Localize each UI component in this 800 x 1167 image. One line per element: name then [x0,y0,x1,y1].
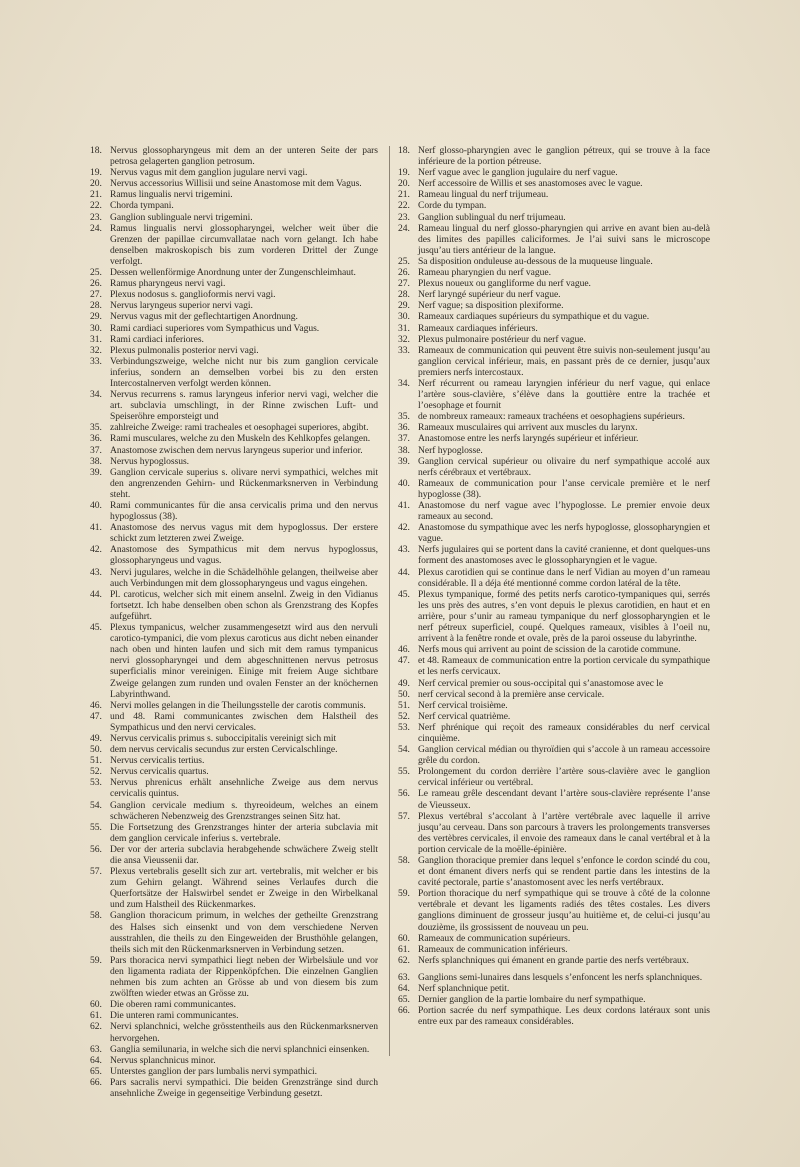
legend-entry [398,256,710,267]
legend-entry-text: Nervus laryngeus superior nervi vagi. [110,300,253,312]
legend-entry-number: 19. [398,167,410,179]
legend-entry-text: Unterstes ganglion der pars lumbalis nervi sympathici. [110,1065,317,1077]
legend-entry-number: 37. [90,444,102,456]
legend-entry-number: 28. [398,289,410,301]
legend-entry-number: 61. [398,943,410,955]
legend-entry [90,467,378,500]
legend-entry [90,1077,378,1099]
legend-entry [90,844,378,866]
legend-entry-text: Nerf laryngé supérieur du nerf vague. [418,289,561,301]
legend-entry-number: 56. [90,843,102,855]
legend-entry-text: Anastomose des nervus vagus mit dem hypoglossus. Der erstere schickt zum letzteren zwei Zweige. [110,522,378,545]
legend-entry-number: 32. [90,344,102,356]
legend-entry-text: dem nervus cervicalis secundus zur ersten Cervicalschlinge. [110,744,338,756]
legend-entry-text: Ganglia semilunaria, in welche sich die nervi splanchnici einsenken. [110,1043,370,1055]
legend-entry-text: Portion thoracique du nerf sympathique qui se trouve à côté de la colonne vertébrale et devant les ligaments radiés des têtes costales. Les divers ganglions diminuent de grosseur jusqu’au huitième et, de celui-ci jusqu’au douzième, ils grossissent de nouveau un peu. [418,888,710,933]
legend-entry [90,567,378,589]
legend-entry-text: Die oberen rami communicantes. [110,999,236,1011]
legend-entry [398,644,710,655]
legend-entry-number: 46. [398,644,410,656]
legend-entry-number: 55. [398,766,410,778]
legend-entry-text: de nombreux rameaux: rameaux trachéens et oesophagiens supérieurs. [418,411,685,423]
legend-entry-number: 40. [398,477,410,489]
legend-entry [398,972,710,983]
legend-entry [90,167,378,178]
legend-entry-number: 26. [398,267,410,279]
legend-entry [398,378,710,411]
legend-entry [398,334,710,345]
legend-entry-text: Nerf phrénique qui reçoit des rameaux considérables du nerf cervical cinquième. [418,721,710,744]
legend-entry-number: 18. [90,145,102,156]
legend-entry-text: Plexus nodosus s. ganglioformis nervi vagi. [110,289,276,301]
legend-entry [398,145,710,167]
legend-entry-text: Anastomose du sympathique avec les nerfs hypoglosse, glossopharyngien et vague. [418,522,710,545]
legend-entry-number: 59. [90,954,102,966]
legend-entry-number: 35. [398,411,410,423]
legend-entry-number: 58. [90,910,102,922]
legend-entry-number: 51. [90,755,102,767]
legend-entry-text: Anastomose zwischen dem nervus laryngeus superior und inferior. [110,444,363,456]
legend-entry [90,744,378,755]
legend-entry-text: Dernier ganglion de la partie lombaire du nerf sympathique. [418,994,646,1006]
legend-entry [398,655,710,677]
legend-entry-text: Nerf cervical troisième. [418,699,508,711]
legend-entry [398,223,710,256]
legend-entry-text: Nerfs jugulaires qui se portent dans la cavité cranienne, et dont quelques-uns forment des anastomoses avec le glossopharyngien et le vague. [418,544,710,567]
legend-entry-number: 54. [90,799,102,811]
legend-entry-number: 53. [90,777,102,789]
legend-entry-number: 66. [398,1005,410,1017]
legend-entry-number: 32. [398,333,410,345]
legend-entry [90,323,378,334]
legend-entry-text: Plexus vertébral s’accolant à l’artère vertébrale avec laquelle il arrive jusqu’au cerveau. Dans son parcours à travers les prolongements transverses des vertèbres cervicales, il envoie des rameaux dans le canal vertébral et à la portion cervicale de la moëlle-épinière. [418,810,710,855]
legend-entry-number: 64. [398,983,410,995]
legend-entry-number: 50. [90,744,102,756]
legend-entry-number: 45. [90,622,102,634]
legend-entry-text: Ganglion cervicale medium s. thyreoideum, welches an einem schwächeren Nebenzweig des Grenzstranges seinen Sitz hat. [110,799,378,822]
legend-entry-number: 58. [398,855,410,866]
legend-entry [90,1055,378,1066]
legend-entry-text: Plexus noueux ou gangliforme du nerf vague. [418,278,591,290]
legend-entry [398,944,710,955]
legend-entry-number: 29. [398,300,410,312]
legend-entry-text: Rami cardiaci inferiores. [110,333,204,345]
legend-entry-number: 57. [90,866,102,878]
legend-entry-text: Der vor der arteria subclavia herabgehende schwächere Zweig stellt die ansa Vieussenii dar. [110,843,378,866]
legend-entry-text: Nerf accessoire de Willis et ses anastomoses avec le vague. [418,178,643,190]
legend-entry-number: 23. [90,211,102,223]
legend-entry-text: Rameau lingual du nerf trijumeau. [418,189,549,201]
legend-entry [90,334,378,345]
legend-entry [90,500,378,522]
legend-entry-text: Sa disposition onduleuse au-dessous de la muqueuse linguale. [418,255,653,267]
legend-entry [90,766,378,777]
legend-entry-text: Chorda tympani. [110,200,174,212]
legend-entry [398,678,710,689]
legend-entry [90,422,378,433]
legend-entry-number: 19. [90,167,102,179]
legend-entry-number: 30. [398,311,410,323]
legend-entry-text: Nerf vague avec le ganglion jugulaire du nerf vague. [418,167,618,179]
legend-entry-number: 39. [398,455,410,467]
legend-entry-number: 25. [398,255,410,267]
legend-entry-number: 57. [398,810,410,822]
legend-entry-number: 41. [90,522,102,534]
legend-entry-text: nerf cervical second à la première anse cervicale. [418,688,605,700]
legend-entry-text: Die Fortsetzung des Grenzstranges hinter der arteria subclavia mit dem ganglion cervicale inferius s. vertebrale. [110,821,378,844]
legend-entry [398,788,710,810]
legend-entry-number: 46. [90,699,102,711]
legend-entry-number: 42. [398,522,410,534]
legend-entry-text: Nervus phrenicus erhält ansehnliche Zweige aus dem nervus cervicalis quintus. [110,777,378,800]
legend-entry-number: 36. [90,433,102,445]
legend-entry-text: Nerf splanchnique petit. [418,983,510,995]
legend-entry [90,700,378,711]
legend-entry [398,212,710,223]
legend-entry [398,300,710,311]
legend-entry-text: Rameaux cardiaques supérieurs du sympathique et du vague. [418,311,650,323]
legend-entry [90,200,378,211]
legend-entry-number: 51. [398,699,410,711]
legend-entry-text: Rami musculares, welche zu den Muskeln des Kehlkopfes gelangen. [110,433,371,445]
legend-entry-number: 65. [398,994,410,1006]
legend-entry-text: Nervus cervicalis tertius. [110,755,205,767]
legend-entry [90,178,378,189]
legend-entry [90,1021,378,1043]
legend-entry-text: Anastomose entre les nerfs laryngés supérieur et inférieur. [418,433,639,445]
legend-entry-text: Nerfs splanchniques qui émanent en grande partie des nerfs vertébraux. [418,954,689,966]
legend-entry-number: 65. [90,1065,102,1077]
legend-entry-text: Plexus pulmonaire postérieur du nerf vague. [418,333,586,345]
legend-entry [398,955,710,966]
legend-entry-number: 63. [90,1043,102,1055]
legend-entry-number: 28. [90,300,102,312]
legend-entry [398,445,710,456]
legend-entry [90,777,378,799]
legend-entry-text: Pars sacralis nervi sympathici. Die beiden Grenzstränge sind durch ansehnliche Zweige in gegenseitige Verbindung gesetzt. [110,1076,378,1099]
legend-entry-number: 27. [398,278,410,290]
legend-entry-text: Die unteren rami communicantes. [110,1010,239,1022]
legend-entry-text: Ramus lingualis nervi glossopharyngei, welcher weit über die Grenzen der papillae circumvallatae nach vorn gelangt. Ich habe denselben makroskopisch bis zum vorderen Drittel der Zunge verfolgt. [110,222,378,267]
legend-entry [90,223,378,267]
legend-entry [398,267,710,278]
legend-entry-text: Rami communicantes für die ansa cervicalis prima und den nervus hypoglossus (38). [110,500,378,523]
legend-entry-number: 24. [90,222,102,234]
legend-entry [90,866,378,910]
legend-entry-number: 22. [90,200,102,212]
legend-entry-number: 62. [90,1021,102,1033]
legend-entry [90,311,378,322]
legend-entry [90,1066,378,1077]
legend-entry-text: Rameaux de communication qui peuvent être suivis non-seulement jusqu’au ganglion cervical inférieur, mais, en passant près de ce dernier, jusqu’aux premiers nerfs intercostaux. [418,344,710,378]
legend-entry [90,1044,378,1055]
legend-entry-text: Nervus accessorius Willisii und seine Anastomose mit dem Vagus. [110,178,362,190]
french-legend-column [398,145,710,1027]
legend-entry-number: 21. [398,189,410,201]
legend-entry-number: 61. [90,1010,102,1022]
legend-entry-text: Rami cardiaci superiores vom Sympathicus und Vagus. [110,322,320,334]
legend-entry [398,722,710,744]
legend-entry-text: Nerfs mous qui arrivent au point de scission de la carotide commune. [418,644,681,656]
legend-entry-text: Nerf cervical quatrième. [418,710,511,722]
legend-entry-number: 59. [398,888,410,900]
legend-entry-text: Nervus cervicalis quartus. [110,766,209,778]
legend-entry [90,278,378,289]
legend-entry-text: Nervi splanchnici, welche grösstentheils aus den Rückenmarksnerven hervorgehen. [110,1021,378,1044]
legend-entry-number: 26. [90,278,102,290]
legend-entry-number: 34. [398,377,410,389]
legend-entry [398,711,710,722]
legend-entry [398,744,710,766]
legend-entry [398,189,710,200]
legend-entry [398,522,710,544]
legend-entry-number: 44. [90,588,102,600]
legend-entry-text: Plexus carotidien qui se continue dans le nerf Vidian au moyen d’un rameau considérable. Il a déja été mentionné comme cordon latéral de la tête. [418,566,710,589]
legend-entry-number: 47. [90,710,102,722]
legend-entry-text: Nerf vague; sa disposition plexiforme. [418,300,564,312]
legend-entry [398,478,710,500]
legend-entry-text: Nerf récurrent ou rameau laryngien inférieur du nerf vague, qui enlace l’artère sous-clavière, s’élève dans la gouttière entre la trachée et l’oesophage et fournit [418,377,710,412]
legend-entry [398,323,710,334]
legend-entry-number: 43. [398,544,410,556]
legend-entry-text: Plexus vertebralis gesellt sich zur art. vertebralis, mit welcher er bis zum Gehirn gelangt. Während seines Verlaufes durch die Querfortsätze der Halswirbel sendet er Zweige in den Wirbelkanal und zum Halstheil des Rückenmarkes. [110,866,378,911]
legend-entry-number: 44. [398,566,410,578]
legend-entry [398,766,710,788]
legend-entry-text: Ganglion cervicale superius s. olivare nervi sympathici, welches mit den angrenzenden Gehirn- und Rückenmarksnerven in Verbindung steht. [110,466,378,500]
legend-entry-number: 30. [90,322,102,334]
legend-entry [398,167,710,178]
legend-entry-text: Ganglions semi-lunaires dans lesquels s’enfoncent les nerfs splanchniques. [418,971,703,983]
legend-entry [90,711,378,733]
legend-entry [398,500,710,522]
legend-entry [90,189,378,200]
legend-entry [398,567,710,589]
column-divider [389,146,390,1056]
legend-entry [90,445,378,456]
legend-entry [398,433,710,444]
legend-entry [398,933,710,944]
legend-entry-text: Nervi molles gelangen in die Theilungsstelle der carotis communis. [110,699,366,711]
legend-entry-text: et 48. Rameaux de communication entre la portion cervicale du sympathique et les nerfs cervicaux. [418,655,710,678]
legend-entry-number: 34. [90,389,102,401]
legend-entry [90,910,378,954]
legend-entry-text: Anastomose du nerf vague avec l’hypoglosse. Le premier envoie deux rameaux au second. [418,500,710,523]
legend-entry [398,1005,710,1027]
legend-entry-number: 20. [90,178,102,190]
legend-entry [398,178,710,189]
legend-entry-text: Ramus pharyngeus nervi vagi. [110,278,226,290]
legend-entry-number: 64. [90,1054,102,1066]
legend-entry-text: Nervus cervicalis primus s. suboccipitalis vereinigt sich mit [110,732,337,744]
legend-entry-text: Plexus pulmonalis posterior nervi vagi. [110,344,259,356]
legend-entry-text: Portion sacrée du nerf sympathique. Les deux cordons latéraux sont unis entre eux par des rameaux considérables. [418,1005,710,1028]
legend-entry-text: Ramus lingualis nervi trigemini. [110,189,233,201]
legend-entry-number: 31. [398,322,410,334]
legend-entry [398,994,710,1005]
legend-entry-number: 41. [398,500,410,511]
legend-entry-number: 49. [90,732,102,744]
legend-entry-text: Rameaux cardiaques inférieurs. [418,322,538,334]
legend-entry [90,589,378,622]
legend-entry [90,345,378,356]
legend-entry-text: Pl. caroticus, welcher sich mit einem anselnl. Zweig in den Vidianus fortsetzt. Ich habe denselben oben schon als Grenzstrang des Kopfes aufgeführt. [110,588,378,622]
legend-entry-number: 56. [398,788,410,800]
legend-entry [398,411,710,422]
legend-entry-text: Rameau pharyngien du nerf vague. [418,267,551,279]
legend-entry [398,289,710,300]
legend-entry-number: 55. [90,821,102,833]
legend-entry-number: 62. [398,954,410,966]
legend-entry-number: 52. [398,710,410,722]
legend-entry-number: 37. [398,433,410,445]
legend-entry-number: 66. [90,1076,102,1088]
legend-entry-text: Ganglion cervical médian ou thyroïdien qui s’accole à un rameau accessoire grêle du cordon. [418,744,710,767]
legend-entry-number: 24. [398,222,410,234]
legend-entry-text: Ganglion sublingual du nerf trijumeau. [418,211,566,223]
legend-entry-text: Rameaux de communication supérieurs. [418,932,571,944]
legend-entry-number: 27. [90,289,102,301]
legend-entry [398,422,710,433]
legend-entry-number: 33. [398,344,410,356]
legend-entry-text: Nervus glossopharyngeus mit dem an der unteren Seite der pars petrosa gelagerten ganglion petrosum. [110,145,378,168]
legend-entry-text: Rameaux de communication inférieurs. [418,943,568,955]
legend-entry-number: 35. [90,422,102,434]
legend-entry [398,689,710,700]
legend-entry [398,311,710,322]
legend-entry [90,300,378,311]
legend-entry-number: 50. [398,688,410,700]
legend-entry-number: 47. [398,655,410,667]
german-legend-column [90,145,378,1099]
legend-entry [90,433,378,444]
legend-entry-text: Verbindungszweige, welche nicht nur bis zum ganglion cervicale inferius, sondern an demselben vorbei bis zu den ersten Intercostalnerven verfolgt werden können. [110,355,378,389]
legend-entry-number: 53. [398,721,410,733]
legend-entry [90,212,378,223]
legend-entry-number: 43. [90,566,102,578]
legend-entry [398,345,710,378]
legend-entry-text: Nervus recurrens s. ramus laryngeus inferior nervi vagi, welcher die art. subclavia umschlingt, in der Rinne zwischen Luft- und Speiseröhre emporsteigt und [110,389,378,423]
legend-entry-text: Anastomose des Sympathicus mit dem nervus hypoglossus, glossopharyngeus und vagus. [110,544,378,567]
legend-entry-number: 20. [398,178,410,190]
legend-entry-text: Corde du tympan. [418,200,487,212]
legend-entry-text: Prolongement du cordon derrière l’artère sous-clavière avec le ganglion cervical inférieur ou vertébral. [418,766,710,789]
legend-entry [90,733,378,744]
legend-entry [90,622,378,700]
legend-entry-number: 23. [398,211,410,223]
legend-entry [90,999,378,1010]
legend-entry-number: 63. [398,971,410,983]
legend-entry-text: zahlreiche Zweige: rami tracheales et oesophagei superiores, abgibt. [110,422,369,434]
legend-entry [90,456,378,467]
legend-entry-text: Ganglion cervical supérieur ou olivaire du nerf sympathique accolé aux nerfs cérébraux et vertébraux. [418,455,710,478]
legend-entry-number: 31. [90,333,102,345]
legend-entry [398,544,710,566]
legend-entry [90,145,378,167]
legend-entry-number: 40. [90,500,102,511]
legend-entry-text: Le rameau grêle descendant devant l’artère sous-clavière représente l’anse de Vieusseux. [418,788,710,811]
legend-entry [90,800,378,822]
legend-entry-text: Nervus vagus mit der geflechtartigen Anordnung. [110,311,298,323]
legend-entry-text: Nervus vagus mit dem ganglion jugulare nervi vagi. [110,167,308,179]
legend-entry-number: 60. [398,932,410,944]
legend-entry [398,278,710,289]
legend-entry [90,544,378,566]
legend-entry-number: 18. [398,145,410,156]
legend-entry-text: Nervi jugulares, welche in die Schädelhöhle gelangen, theilweise aber auch Verbindungen mit dem glossopharyngeus und vagus eingehen. [110,566,378,589]
legend-entry-text: Nerf hypoglosse. [418,444,483,456]
legend-entry-number: 60. [90,999,102,1011]
legend-entry-text: Plexus tympanique, formé des petits nerfs carotico-tympaniques qui, serrés les uns près des autres, s’en vont depuis le plexus carotidien, en haut et en arrière, pour s’unir au rameau tympanique du nerf glossopharyngien et le nerf pétreux superficiel, coupé. Quelques rameaux, visibles à l’oeil nu, arrivent à la fenêtre ronde et ovale, près de la paroi osseuse du labyrinthe. [418,588,710,645]
legend-entry [90,267,378,278]
legend-entry-text: Ganglion sublinguale nervi trigemini. [110,211,253,223]
legend-entry-text: Rameaux musculaires qui arrivent aux muscles du larynx. [418,422,638,434]
legend-entry-number: 42. [90,544,102,556]
legend-entry [90,1010,378,1021]
legend-entry-text: Plexus tympanicus, welcher zusammengesetzt wird aus den nervuli carotico-tympanici, die vom plexus caroticus aus dicht neben einander nach oben und hinten laufen und sich mit dem ramus tympanicus nervi glossopharyngei und dem abgeschnittenen nervus petrosus superficialis minor vereinigen. Einige mit freiem Auge sichtbare Zweige gelangen zum runden und ovalen Fenster an der knöchernen Labyrinthwand. [110,622,378,700]
legend-entry [90,822,378,844]
legend-entry-text: Rameau lingual du nerf glosso-pharyngien qui arrive en avant bien au-delà des limites des papilles caliciformes. Je l’ai suivi sans le microscope jusqu’au tiers antérieur de la langue. [418,222,710,256]
legend-entry-number: 36. [398,422,410,434]
legend-entry [90,755,378,766]
legend-entry-number: 38. [90,455,102,467]
legend-entry-number: 25. [90,267,102,279]
legend-entry-number: 22. [398,200,410,212]
legend-entry-text: Pars thoracica nervi sympathici liegt neben der Wirbelsäule und vor den ligamenta radiata der Rippenköpfchen. Die einzelnen Ganglien nehmen bis zum achten an Grösse ab und von diesem bis zum zwölften wieder etwas an Grösse zu. [110,954,378,1000]
legend-entry-number: 54. [398,744,410,756]
legend-entry-text: Nervus splanchnicus minor. [110,1054,216,1066]
legend-entry [90,389,378,422]
legend-entry-number: 38. [398,444,410,456]
legend-entry-number: 33. [90,355,102,367]
legend-entry-text: und 48. Rami communicantes zwischen dem Halstheil des Sympathicus und den nervi cervicales. [110,710,378,733]
legend-entry [90,289,378,300]
legend-entry [90,522,378,544]
legend-entry-number: 21. [90,189,102,201]
legend-entry [398,456,710,478]
legend-entry-text: Nerf cervical premier ou sous-occipital qui s’anastomose avec le [418,677,664,689]
legend-entry-text: Nerf glosso-pharyngien avec le ganglion pétreux, qui se trouve à la face inférieure de la portion pétreuse. [418,145,710,168]
legend-entry [398,888,710,932]
legend-entry-number: 49. [398,677,410,689]
legend-entry [90,356,378,389]
legend-entry-text: Ganglion thoracique premier dans lequel s’enfonce le cordon scindé du cou, et dont émanent divers nerfs qui se rendent partie dans les intestins de la cavité pectorale, partie s’anastomosent avec les nerfs vertébraux. [418,855,710,889]
legend-entry-number: 45. [398,588,410,600]
legend-entry-number: 29. [90,311,102,323]
legend-entry [398,855,710,888]
legend-entry-text: Dessen wellenförmige Anordnung unter der Zungenschleimhaut. [110,267,356,279]
legend-entry-number: 39. [90,466,102,478]
legend-entry-text: Rameaux de communication pour l’anse cervicale première et le nerf hypoglosse (38). [418,477,710,500]
legend-entry-text: Nervus hypoglossus. [110,455,189,467]
legend-entry-number: 52. [90,766,102,778]
legend-entry [90,955,378,999]
legend-entry [398,700,710,711]
legend-entry [398,983,710,994]
legend-entry-text: Ganglion thoracicum primum, in welches der getheilte Grenzstrang des Halses sich einsenkt und von dem verschiedene Nerven ausstrahlen, die theils zu den Eingeweiden der Brusthöhle gelangen, theils sich mit den Rückenmarksnerven in Verbindung setzen. [110,910,378,955]
legend-entry [398,589,710,644]
legend-entry [398,811,710,855]
legend-entry [398,200,710,211]
